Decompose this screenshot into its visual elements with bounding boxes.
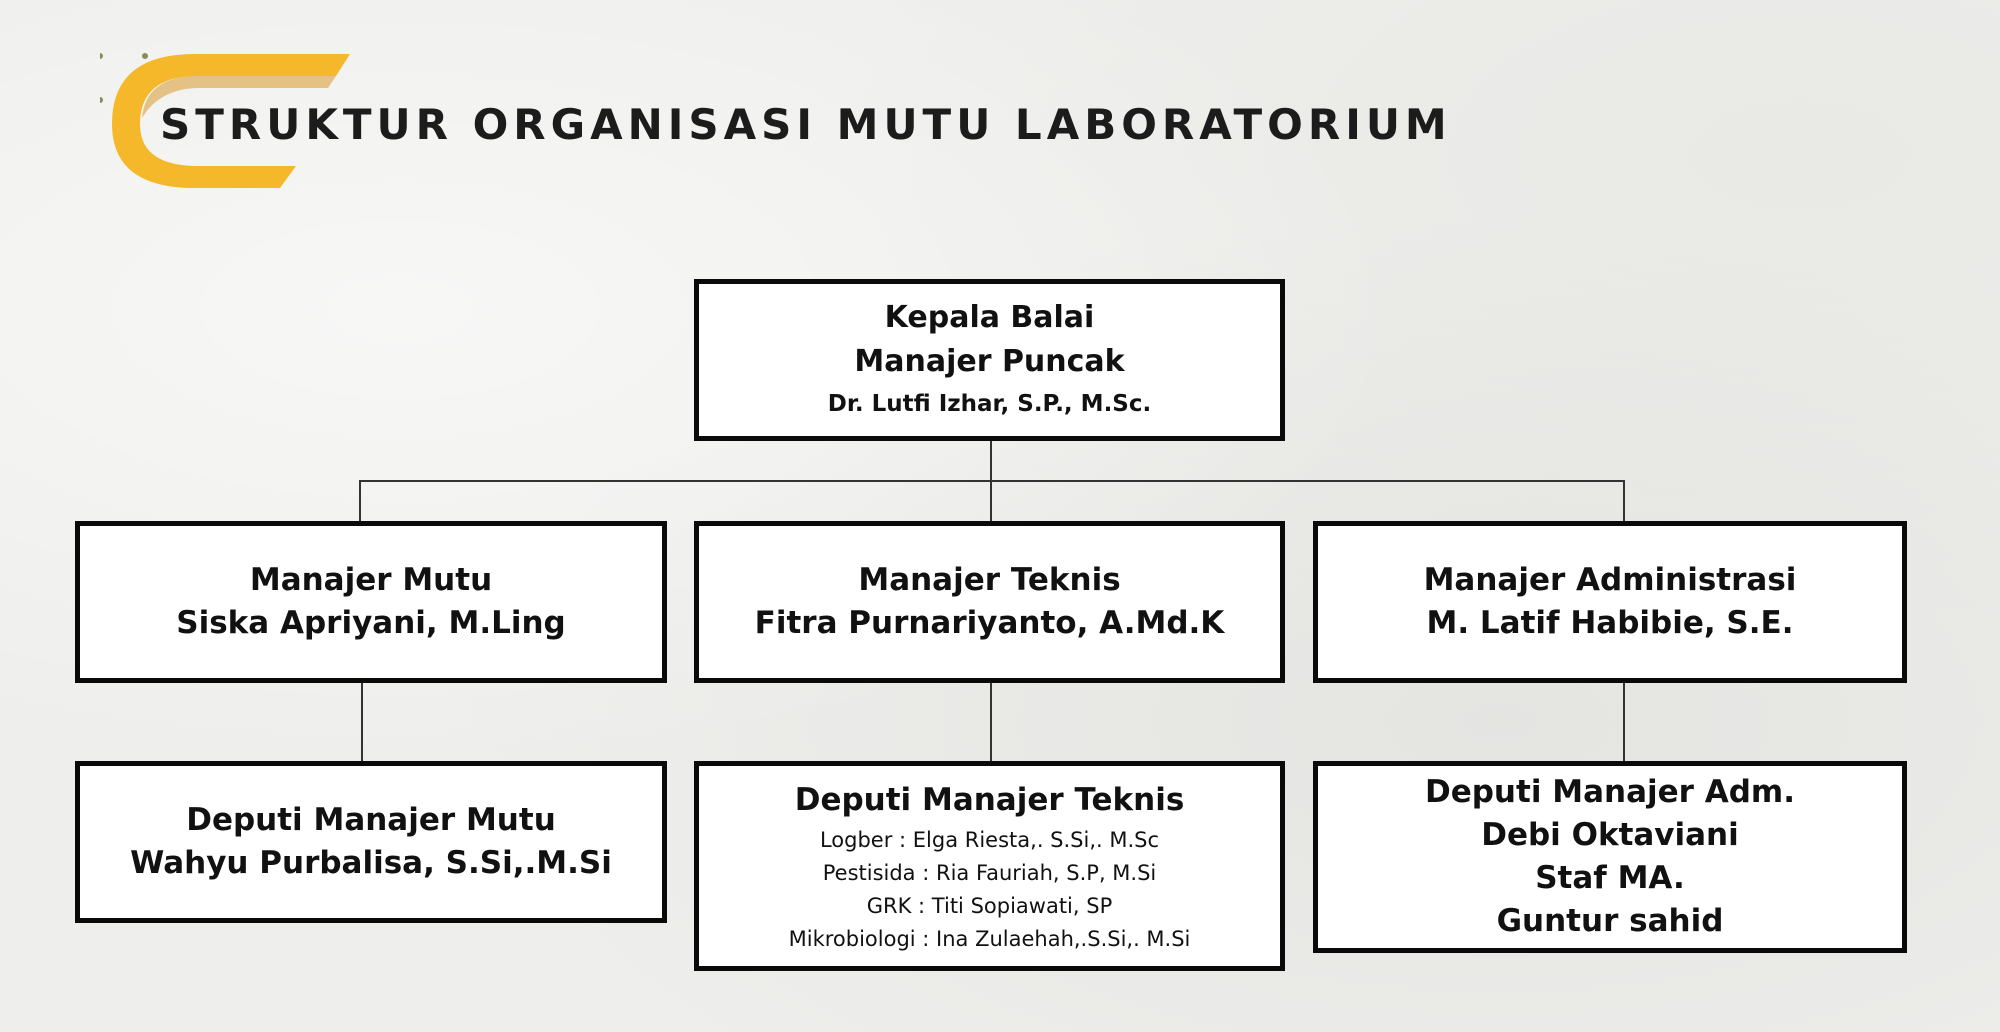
- manager-admin-role: Manajer Administrasi: [1423, 562, 1797, 598]
- manager-mutu-role: Manajer Mutu: [249, 562, 493, 598]
- deputy-mutu-name: Wahyu Purbalisa, S.Si,.M.Si: [130, 845, 612, 881]
- deputy-teknis-member: Logber : Elga Riesta,. S.Si,. M.Sc: [819, 828, 1160, 852]
- deputy-admin-role: Deputi Manajer Adm.: [1424, 774, 1795, 810]
- staff-admin-role: Staf MA.: [1535, 860, 1685, 896]
- deputy-mutu-role: Deputi Manajer Mutu: [186, 802, 556, 838]
- manager-mutu-name: Siska Apriyani, M.Ling: [176, 605, 566, 641]
- page-title: STRUKTUR ORGANISASI MUTU LABORATORIUM: [160, 100, 1452, 149]
- deputy-teknis-role: Deputi Manajer Teknis: [794, 782, 1185, 818]
- head-role-secondary: Manajer Puncak: [854, 344, 1125, 379]
- head-box: [694, 279, 1285, 441]
- head-name: Dr. Lutfi Izhar, S.P., M.Sc.: [827, 391, 1152, 417]
- deputy-teknis-member: Mikrobiologi : Ina Zulaehah,.S.Si,. M.Si: [788, 927, 1191, 951]
- deputy-teknis-member: GRK : Titi Sopiawati, SP: [866, 894, 1113, 918]
- manager-teknis-name: Fitra Purnariyanto, A.Md.K: [754, 605, 1225, 641]
- deputy-teknis-box: [694, 761, 1285, 971]
- manager-admin-box: [1313, 521, 1907, 683]
- manager-teknis-role: Manajer Teknis: [858, 562, 1121, 598]
- deputy-teknis-member: Pestisida : Ria Fauriah, S.P, M.Si: [822, 861, 1157, 885]
- staff-admin-name: Guntur sahid: [1496, 903, 1724, 939]
- manager-mutu-box: [75, 521, 667, 683]
- manager-admin-name: M. Latif Habibie, S.E.: [1426, 605, 1794, 641]
- deputy-admin-box: [1313, 761, 1907, 953]
- head-role: Kepala Balai: [884, 300, 1095, 335]
- deputy-admin-name: Debi Oktaviani: [1481, 817, 1739, 853]
- deputy-mutu-box: [75, 761, 667, 923]
- manager-teknis-box: [694, 521, 1285, 683]
